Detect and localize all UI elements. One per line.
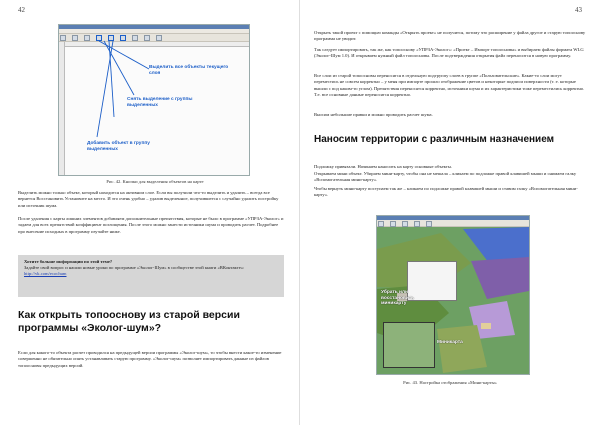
intro-paragraph-4: Вносим небольшие правки и можно проводить расчет шума. bbox=[314, 112, 433, 117]
tip-box-title: Хотите больше информации по этой теме? bbox=[24, 259, 113, 264]
intro-paragraph-2: Так следует импортировать, так же, как топооснову «УПРЗА-Эколог»: «Проект – Импорт топоосновы» и выбираем файлы формата WLG (Эколог-Шум 1.0). И открываем нужный файл топоосновы. После подтверждения открытия файл переносится в новую программу. bbox=[314, 47, 584, 59]
body-paragraph-2: После удаления с карты лишних элементов добавляем дополнительные препятствия, которые не было в программе «УПРЗА-Эколог» и задаем для всех препятствий коэффициент поглощения. После этого можно занести источники шума и проводить расчет. Подробнее про внесение исходных в программу изучайте ниже. bbox=[18, 216, 284, 234]
page-number-right: 43 bbox=[575, 6, 582, 14]
section-paragraph-1: Подложку привязали. Начинаем наносить на карту основные объекты. bbox=[314, 164, 453, 169]
section-heading-territories: Наносим территории с различным назначением bbox=[314, 134, 555, 145]
figure-42-screenshot bbox=[58, 24, 250, 176]
section-paragraph-3: Чтобы вернуть мини-карту поступаем так же – кликаем по подложке правой клавишей мыши и ставим галку «Вспомогательная мини-карту». bbox=[314, 186, 578, 198]
callout-minimap: Миникарта bbox=[437, 340, 463, 345]
right-page bbox=[300, 0, 600, 425]
intro-paragraph-3: Все слои из старой топоосновы переносятся в отдельную подгруппу слоев в группе «Пользовательские». Какие-то слои могут переместись не совсем корректно – у меня при импорте прошло отображение цветов и некоторые подписи поверхности (т. е. которые вышли с под каким-то углом). Препятствия переносятся корректно, источники шума и их характеристики тоже переместились корректно. Т.е. все основные данные переносятся корректно. bbox=[314, 73, 585, 97]
figure-42-caption: Рис. 42. Кнопки для выделения объектов на карте bbox=[106, 179, 204, 184]
tip-box bbox=[18, 255, 284, 297]
page-number-left: 42 bbox=[18, 6, 25, 14]
toolbar bbox=[377, 220, 529, 227]
minimap[interactable] bbox=[383, 322, 435, 368]
section-heading-old-version: Как открыть топооснову из старой версии программы «Эколог-шум»? bbox=[18, 309, 240, 334]
callout-select-objects: Выделить все объекты текущего слоя bbox=[149, 65, 229, 76]
callout-remove-minimap: Убрать или восстановить миникарту bbox=[381, 290, 415, 307]
figure-43-screenshot bbox=[376, 215, 530, 375]
section-paragraph-old-version: Если для какого-то объекта расчет проводился на предыдущей версии программы «Эколог-шум», то чтобы внести какое-то изменение совершенно не обязательно опять устанавливать старую программу. «Эколог-шум» позволяет импортировать данные из файлов топоосновы предыдущих версий. bbox=[18, 350, 282, 368]
tip-box-text: Задайте свой вопрос и нашли новые уроки по программе «Эколог-Шум» в сообществе этой книги «ВКонтакте»: bbox=[24, 265, 245, 270]
section-paragraph-2: Открываем мини объект. Убираем мини-карту, чтобы она не мешала – кликаем по подложке правой клавишей мыши и снимаем галку «Вспомогательная мини-карту». bbox=[314, 171, 577, 183]
intro-paragraph-1: Открыть такой проект с помощью команды «Открыть проект» не получится, потому что расширение у файла другое и старую топооснову программа не увидит. bbox=[314, 30, 586, 42]
figure-43-caption: Рис. 43. Настройка отображения «Мини-карты» bbox=[403, 380, 497, 385]
tip-box-link[interactable]: http://vk.com/ecochum bbox=[24, 271, 67, 276]
body-paragraph-1: Выделить можно только объект, который находится на активном слое. Если вы получили что-то выделить и удалить – всегда все вернется Восстановить Установите на место. И это очень удобно – удалив выделенное, получившееся с случайно удалить постройку или источник шума. bbox=[18, 190, 279, 208]
callout-add-object: Добавить объект в группу выделенных bbox=[87, 141, 150, 152]
callout-deselect: Снять выделение с группы выделенных bbox=[127, 97, 193, 108]
